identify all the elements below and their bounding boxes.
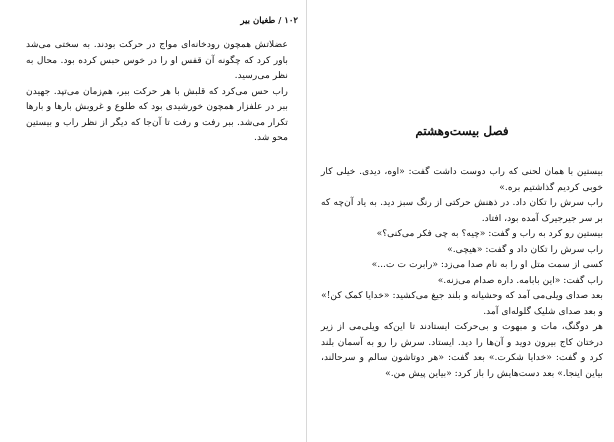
paragraph: هر دوگنگ، مات و مبهوت و بی‌حرکت ایستادند تا این‌که ویلی‌می از زیر درختان کاج بیرون دوید و آن‌ها را دید. ایستاد. سرش را رو به آسمان بلند کرد و گفت: «خدایا شکرت.» بعد گفت: «هر دوتاشون سالم و سرحالند، بیاین اینجا.» بعد دست‌هایش را باز کرد: «بیاین پیش من.»	[321, 321, 603, 379]
paragraph: راب گفت: «این بابامه. داره صدام می‌زنه.»	[437, 274, 603, 286]
paragraph: راب سرش را تکان داد و گفت: «هیچی.»	[447, 243, 603, 255]
right-page	[307, 0, 614, 442]
chapter-title: فصل بیست‌وهشتم	[415, 124, 509, 138]
paragraph: و بعد صدای شلیک گلوله‌ای آمد.	[483, 305, 603, 317]
left-page-body	[26, 37, 288, 146]
paragraph: راب سرش را تکان داد. در ذهنش حرکتی از رنگ سبز دید. به یاد آن‌چه که بر سر جیرجیرک آمده بود، افتاد.	[321, 197, 603, 224]
paragraph: بیستین با همان لحنی که راب دوست داشت گفت: «اوه، دیدی. خیلی کار خوبی کردیم گذاشتیم بره.»	[321, 166, 603, 193]
paragraph: راب حس می‌کرد که قلبش با هر حرکت ببر، هم‌زمان می‌تپد. جهیدن ببر در علفزار همچون خورشیدی بود که طلوع و غروبش بارها و بارها تکرار می‌شد. ببر رفت و رفت تا آن‌جا که دیگر از نظر راب و بیستین محو شد.	[26, 85, 288, 143]
paragraph: بعد صدای ویلی‌می آمد که وحشیانه و بلند جیغ می‌کشید: «خدایا کمک کن!»	[321, 290, 603, 301]
right-page-body	[321, 164, 603, 381]
paragraph: کسی از سمت متل او را به نام صدا می‌زد: «رابرت ت ت...»	[371, 259, 603, 270]
running-head: ۱۰۲ / طغیان بیر	[240, 16, 298, 26]
paragraph: بیستین رو کرد به راب و گفت: «چیه؟ به چی فکر می‌کنی؟»	[376, 228, 603, 239]
paragraph: عضلاتش همچون رودخانه‌ای مواج در حرکت بودند. به سختی می‌شد باور کرد که چگونه آن قفس او را در خوس حبس کرده بود. محال به نظر می‌رسید.	[26, 39, 288, 81]
